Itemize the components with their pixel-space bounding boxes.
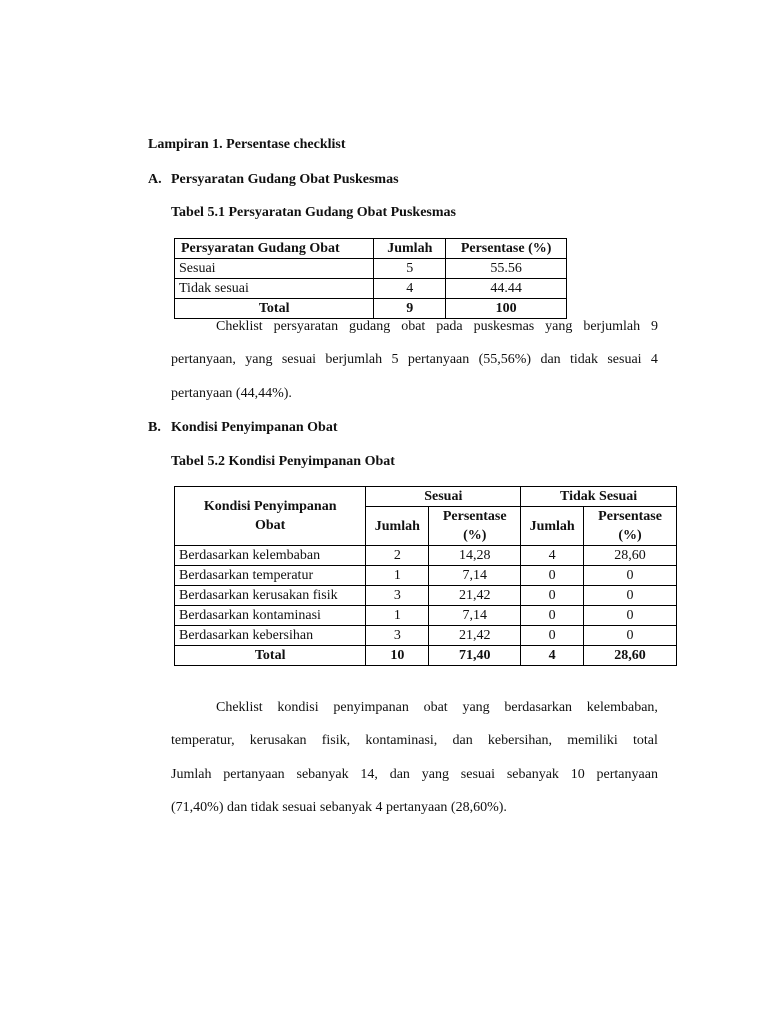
table-cell: Sesuai bbox=[175, 259, 374, 279]
table-5-2-header-jumlah: Jumlah bbox=[366, 507, 429, 546]
table-cell: 28,60 bbox=[584, 646, 677, 666]
word: dan bbox=[389, 767, 410, 782]
section-b-paragraph-line-3 bbox=[171, 767, 658, 783]
word: pertanyaan bbox=[407, 352, 470, 367]
section-a-paragraph-line-3: pertanyaan (44,44%). bbox=[171, 386, 292, 401]
table-5-2-header-row-1 bbox=[175, 487, 677, 507]
word: puskesmas bbox=[473, 319, 535, 334]
word: obat bbox=[401, 319, 426, 334]
table-cell: Berdasarkan kelembaban bbox=[175, 546, 366, 566]
table-5-2-header-persentase bbox=[584, 507, 677, 546]
table-cell: Total bbox=[175, 299, 374, 319]
header-line: (%) bbox=[463, 528, 487, 543]
word: obat bbox=[423, 700, 448, 715]
table-cell: 9 bbox=[374, 299, 446, 319]
word: 9 bbox=[651, 319, 658, 334]
word: pada bbox=[436, 319, 463, 334]
word: 10 bbox=[570, 767, 585, 782]
word: dan bbox=[540, 352, 561, 367]
word: (55,56%) bbox=[478, 352, 532, 367]
table-row bbox=[175, 279, 567, 299]
table-cell: 1 bbox=[366, 566, 429, 586]
word: total bbox=[633, 733, 658, 748]
word: penyimpanan bbox=[333, 700, 409, 715]
word: sesuai bbox=[607, 352, 642, 367]
table-cell: 55.56 bbox=[446, 259, 567, 279]
table-cell: Total bbox=[175, 646, 366, 666]
table-5-1 bbox=[174, 238, 567, 319]
word: kontaminasi, bbox=[365, 733, 438, 748]
table-cell: 71,40 bbox=[429, 646, 521, 666]
table-cell: 100 bbox=[446, 299, 567, 319]
word: berdasarkan bbox=[504, 700, 573, 715]
table-row bbox=[175, 606, 677, 626]
section-a-paragraph-line-1 bbox=[216, 319, 658, 335]
section-b-paragraph-line-4: (71,40%) dan tidak sesuai sebanyak 4 pertanyaan (28,60%). bbox=[171, 800, 507, 815]
word: pertanyaan bbox=[596, 767, 658, 782]
table-cell: 1 bbox=[366, 606, 429, 626]
word: 14, bbox=[360, 767, 378, 782]
word: sebanyak bbox=[506, 767, 559, 782]
section-a-heading: Persyaratan Gudang Obat Puskesmas bbox=[171, 172, 399, 187]
table-5-1-header-cell: Persentase (%) bbox=[446, 239, 567, 259]
table-cell: 44.44 bbox=[446, 279, 567, 299]
header-line: Persentase bbox=[442, 509, 507, 524]
table-row bbox=[175, 259, 567, 279]
table-cell: 2 bbox=[366, 546, 429, 566]
word: berjumlah bbox=[583, 319, 641, 334]
table-cell: Berdasarkan kebersihan bbox=[175, 626, 366, 646]
table-5-1-title: Tabel 5.1 Persyaratan Gudang Obat Puskesmas bbox=[171, 205, 456, 220]
section-a-letter: A. bbox=[148, 172, 162, 187]
table-cell: 5 bbox=[374, 259, 446, 279]
table-cell: 3 bbox=[366, 626, 429, 646]
table-5-2 bbox=[174, 486, 677, 666]
word: kelembaban, bbox=[586, 700, 658, 715]
table-cell: 4 bbox=[521, 546, 584, 566]
table-cell: 21,42 bbox=[429, 626, 521, 646]
word: yang bbox=[545, 319, 573, 334]
table-cell: 0 bbox=[584, 606, 677, 626]
header-line: Obat bbox=[255, 518, 286, 533]
word: sesuai bbox=[281, 352, 317, 367]
header-line: Kondisi Penyimpanan bbox=[203, 499, 337, 514]
table-row bbox=[175, 566, 677, 586]
word: sesuai bbox=[460, 767, 495, 782]
table-cell: 0 bbox=[584, 586, 677, 606]
table-cell: Berdasarkan kontaminasi bbox=[175, 606, 366, 626]
word: yang bbox=[421, 767, 449, 782]
table-cell: 4 bbox=[521, 646, 584, 666]
table-cell: 14,28 bbox=[429, 546, 521, 566]
table-cell: 0 bbox=[521, 606, 584, 626]
table-cell: 4 bbox=[374, 279, 446, 299]
word: 5 bbox=[391, 352, 399, 367]
word: memiliki bbox=[567, 733, 618, 748]
table-5-2-header-tidak-sesuai: Tidak Sesuai bbox=[521, 487, 677, 507]
table-row bbox=[175, 586, 677, 606]
table-cell: 21,42 bbox=[429, 586, 521, 606]
word: Cheklist bbox=[216, 700, 263, 715]
section-b-heading: Kondisi Penyimpanan Obat bbox=[171, 420, 338, 435]
table-5-2-header-sesuai: Sesuai bbox=[366, 487, 521, 507]
word: tidak bbox=[570, 352, 599, 367]
word: Cheklist bbox=[216, 319, 263, 334]
table-row bbox=[175, 626, 677, 646]
table-cell: 10 bbox=[366, 646, 429, 666]
table-total-row bbox=[175, 646, 677, 666]
table-total-row bbox=[175, 299, 567, 319]
word: kondisi bbox=[277, 700, 319, 715]
table-cell: 0 bbox=[584, 566, 677, 586]
header-line: (%) bbox=[618, 528, 642, 543]
table-cell: Berdasarkan temperatur bbox=[175, 566, 366, 586]
table-5-1-header-row bbox=[175, 239, 567, 259]
word: fisik, bbox=[321, 733, 351, 748]
word: pertanyaan bbox=[223, 767, 285, 782]
section-b-paragraph-line-1 bbox=[216, 700, 658, 716]
word: gudang bbox=[349, 319, 391, 334]
word: 4 bbox=[650, 352, 658, 367]
word: pertanyaan, bbox=[171, 352, 236, 367]
word: temperatur, bbox=[171, 733, 235, 748]
table-cell: 7,14 bbox=[429, 566, 521, 586]
table-5-2-header-persentase bbox=[429, 507, 521, 546]
word: Jumlah bbox=[171, 767, 212, 782]
header-line: Persentase bbox=[598, 509, 662, 524]
table-cell: 3 bbox=[366, 586, 429, 606]
table-cell: 0 bbox=[521, 586, 584, 606]
section-b-paragraph-line-2 bbox=[171, 733, 658, 749]
word: dan bbox=[452, 733, 473, 748]
section-a-paragraph-line-2 bbox=[171, 352, 658, 368]
table-5-1-header-cell: Jumlah bbox=[374, 239, 446, 259]
section-b-letter: B. bbox=[148, 420, 161, 435]
table-cell: Berdasarkan kerusakan fisik bbox=[175, 586, 366, 606]
table-5-2-header-kondisi bbox=[175, 487, 366, 546]
table-row bbox=[175, 546, 677, 566]
word: persyaratan bbox=[273, 319, 339, 334]
table-5-2-header-jumlah: Jumlah bbox=[521, 507, 584, 546]
table-cell: 7,14 bbox=[429, 606, 521, 626]
word: yang bbox=[462, 700, 490, 715]
table-5-1-header-cell: Persyaratan Gudang Obat bbox=[175, 239, 374, 259]
table-cell: 0 bbox=[584, 626, 677, 646]
table-cell: Tidak sesuai bbox=[175, 279, 374, 299]
lampiran-title: Lampiran 1. Persentase checklist bbox=[148, 137, 346, 152]
table-cell: 0 bbox=[521, 626, 584, 646]
table-cell: 0 bbox=[521, 566, 584, 586]
word: sebanyak bbox=[296, 767, 349, 782]
table-cell: 28,60 bbox=[584, 546, 677, 566]
word: kerusakan bbox=[249, 733, 307, 748]
word: yang bbox=[245, 352, 273, 367]
table-5-2-title: Tabel 5.2 Kondisi Penyimpanan Obat bbox=[171, 454, 395, 469]
word: berjumlah bbox=[325, 352, 383, 367]
word: kebersihan, bbox=[487, 733, 553, 748]
